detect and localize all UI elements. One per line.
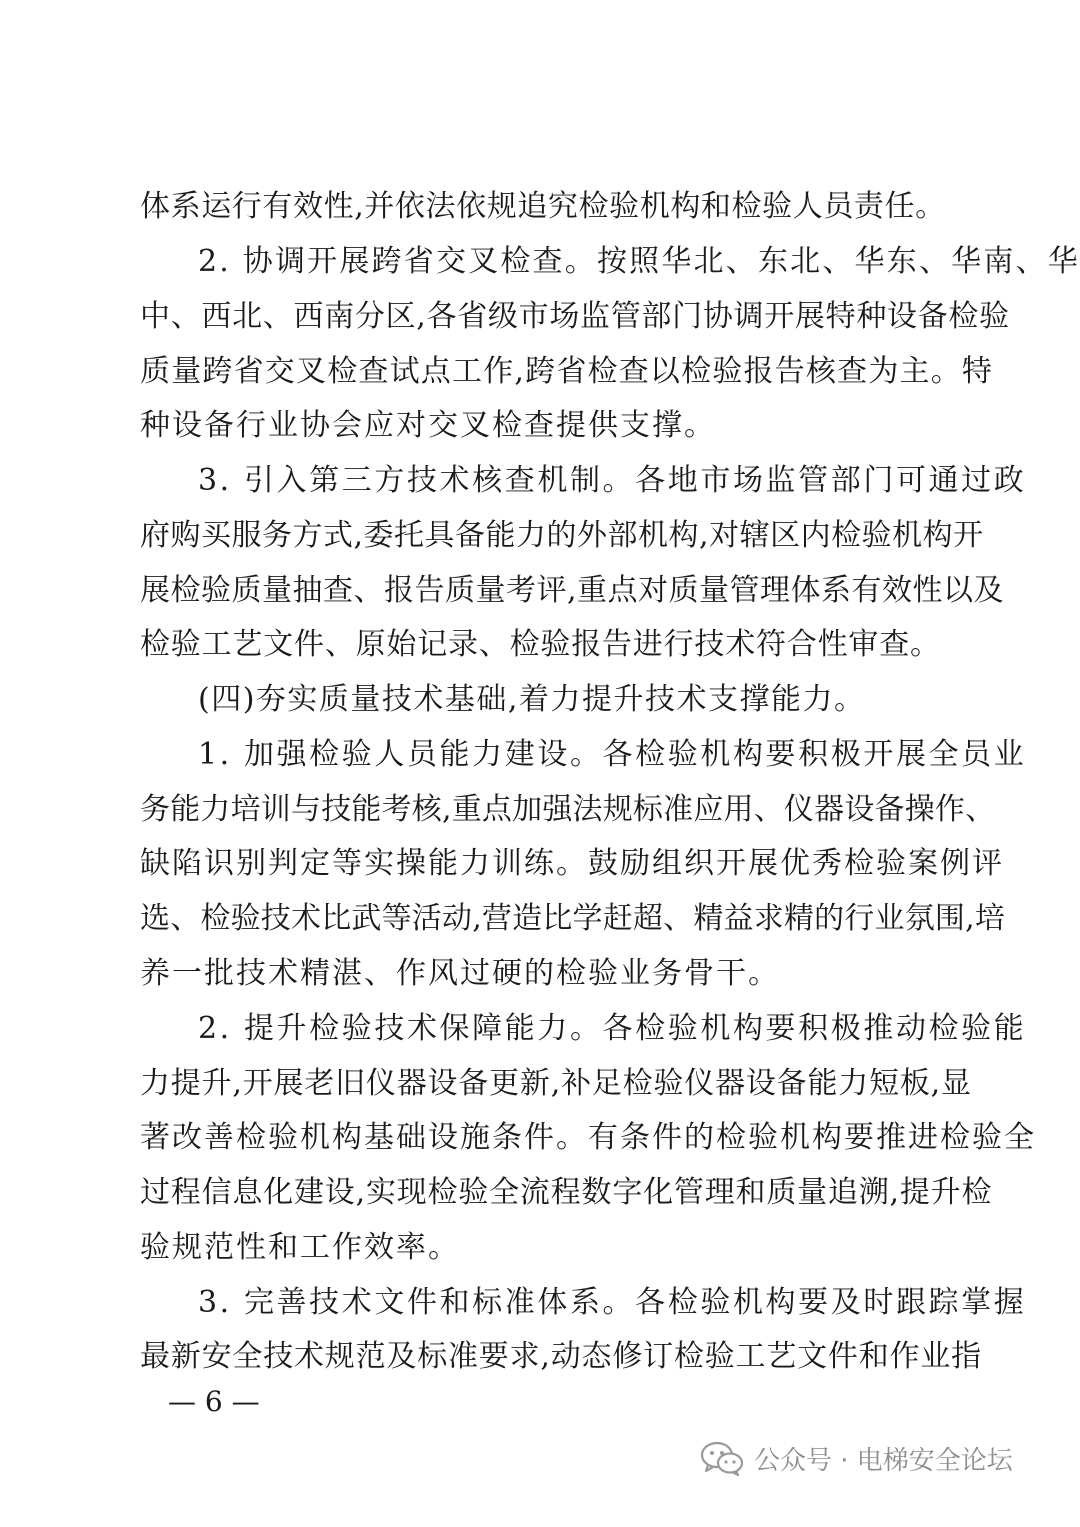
text-line: 1. 加强检验人员能力建设。各检验机构要积极开展全员业 xyxy=(198,737,1027,772)
text-line: 最新安全技术规范及标准要求,动态修订检验工艺文件和作业指 xyxy=(140,1339,982,1374)
text-line: 3. 引入第三方技术核查机制。各地市场监管部门可通过政 xyxy=(198,463,1027,498)
wechat-icon xyxy=(700,1440,744,1476)
text-line: 中、西北、西南分区,各省级市场监管部门协调开展特种设备检验 xyxy=(140,299,1010,334)
text-line: 2. 协调开展跨省交叉检查。按照华北、东北、华东、华南、华 xyxy=(198,244,1080,279)
text-line: 体系运行有效性,并依法依规追究检验机构和检验人员责任。 xyxy=(140,189,946,224)
text-line: 务能力培训与技能考核,重点加强法规标准应用、仪器设备操作、 xyxy=(140,792,996,827)
text-line: (四)夯实质量技术基础,着力提升技术支撑能力。 xyxy=(198,682,866,717)
wechat-watermark xyxy=(700,1430,1060,1486)
page-number: — 6 — xyxy=(168,1385,260,1418)
text-line: 展检验质量抽查、报告质量考评,重点对质量管理体系有效性以及 xyxy=(140,573,1005,608)
text-line: 府购买服务方式,委托具备能力的外部机构,对辖区内检验机构开 xyxy=(140,518,984,553)
text-line: 2. 提升检验技术保障能力。各检验机构要积极推动检验能 xyxy=(198,1011,1027,1046)
text-line: 检验工艺文件、原始记录、检验报告进行技术符合性审查。 xyxy=(140,627,941,662)
text-line: 著改善检验机构基础设施条件。有条件的检验机构要推进检验全 xyxy=(140,1120,1036,1155)
text-line: 3. 完善技术文件和标准体系。各检验机构要及时跟踪掌握 xyxy=(198,1285,1027,1320)
text-line: 缺陷识别判定等实操能力训练。鼓励组织开展优秀检验案例评 xyxy=(140,846,1004,881)
text-line: 种设备行业协会应对交叉检查提供支撑。 xyxy=(140,408,716,443)
text-line: 选、检验技术比武等活动,营造比学赶超、精益求精的行业氛围,培 xyxy=(140,901,1006,936)
text-line: 力提升,开展老旧仪器设备更新,补足检验仪器设备能力短板,显 xyxy=(140,1066,972,1101)
text-line: 验规范性和工作效率。 xyxy=(140,1230,460,1265)
watermark-text: 公众号 · 电梯安全论坛 xyxy=(754,1445,1013,1476)
text-line: 过程信息化建设,实现检验全流程数字化管理和质量追溯,提升检 xyxy=(140,1175,993,1210)
text-line: 养一批技术精湛、作风过硬的检验业务骨干。 xyxy=(140,956,780,991)
text-line: 质量跨省交叉检查试点工作,跨省检查以检验报告核查为主。特 xyxy=(140,354,994,389)
